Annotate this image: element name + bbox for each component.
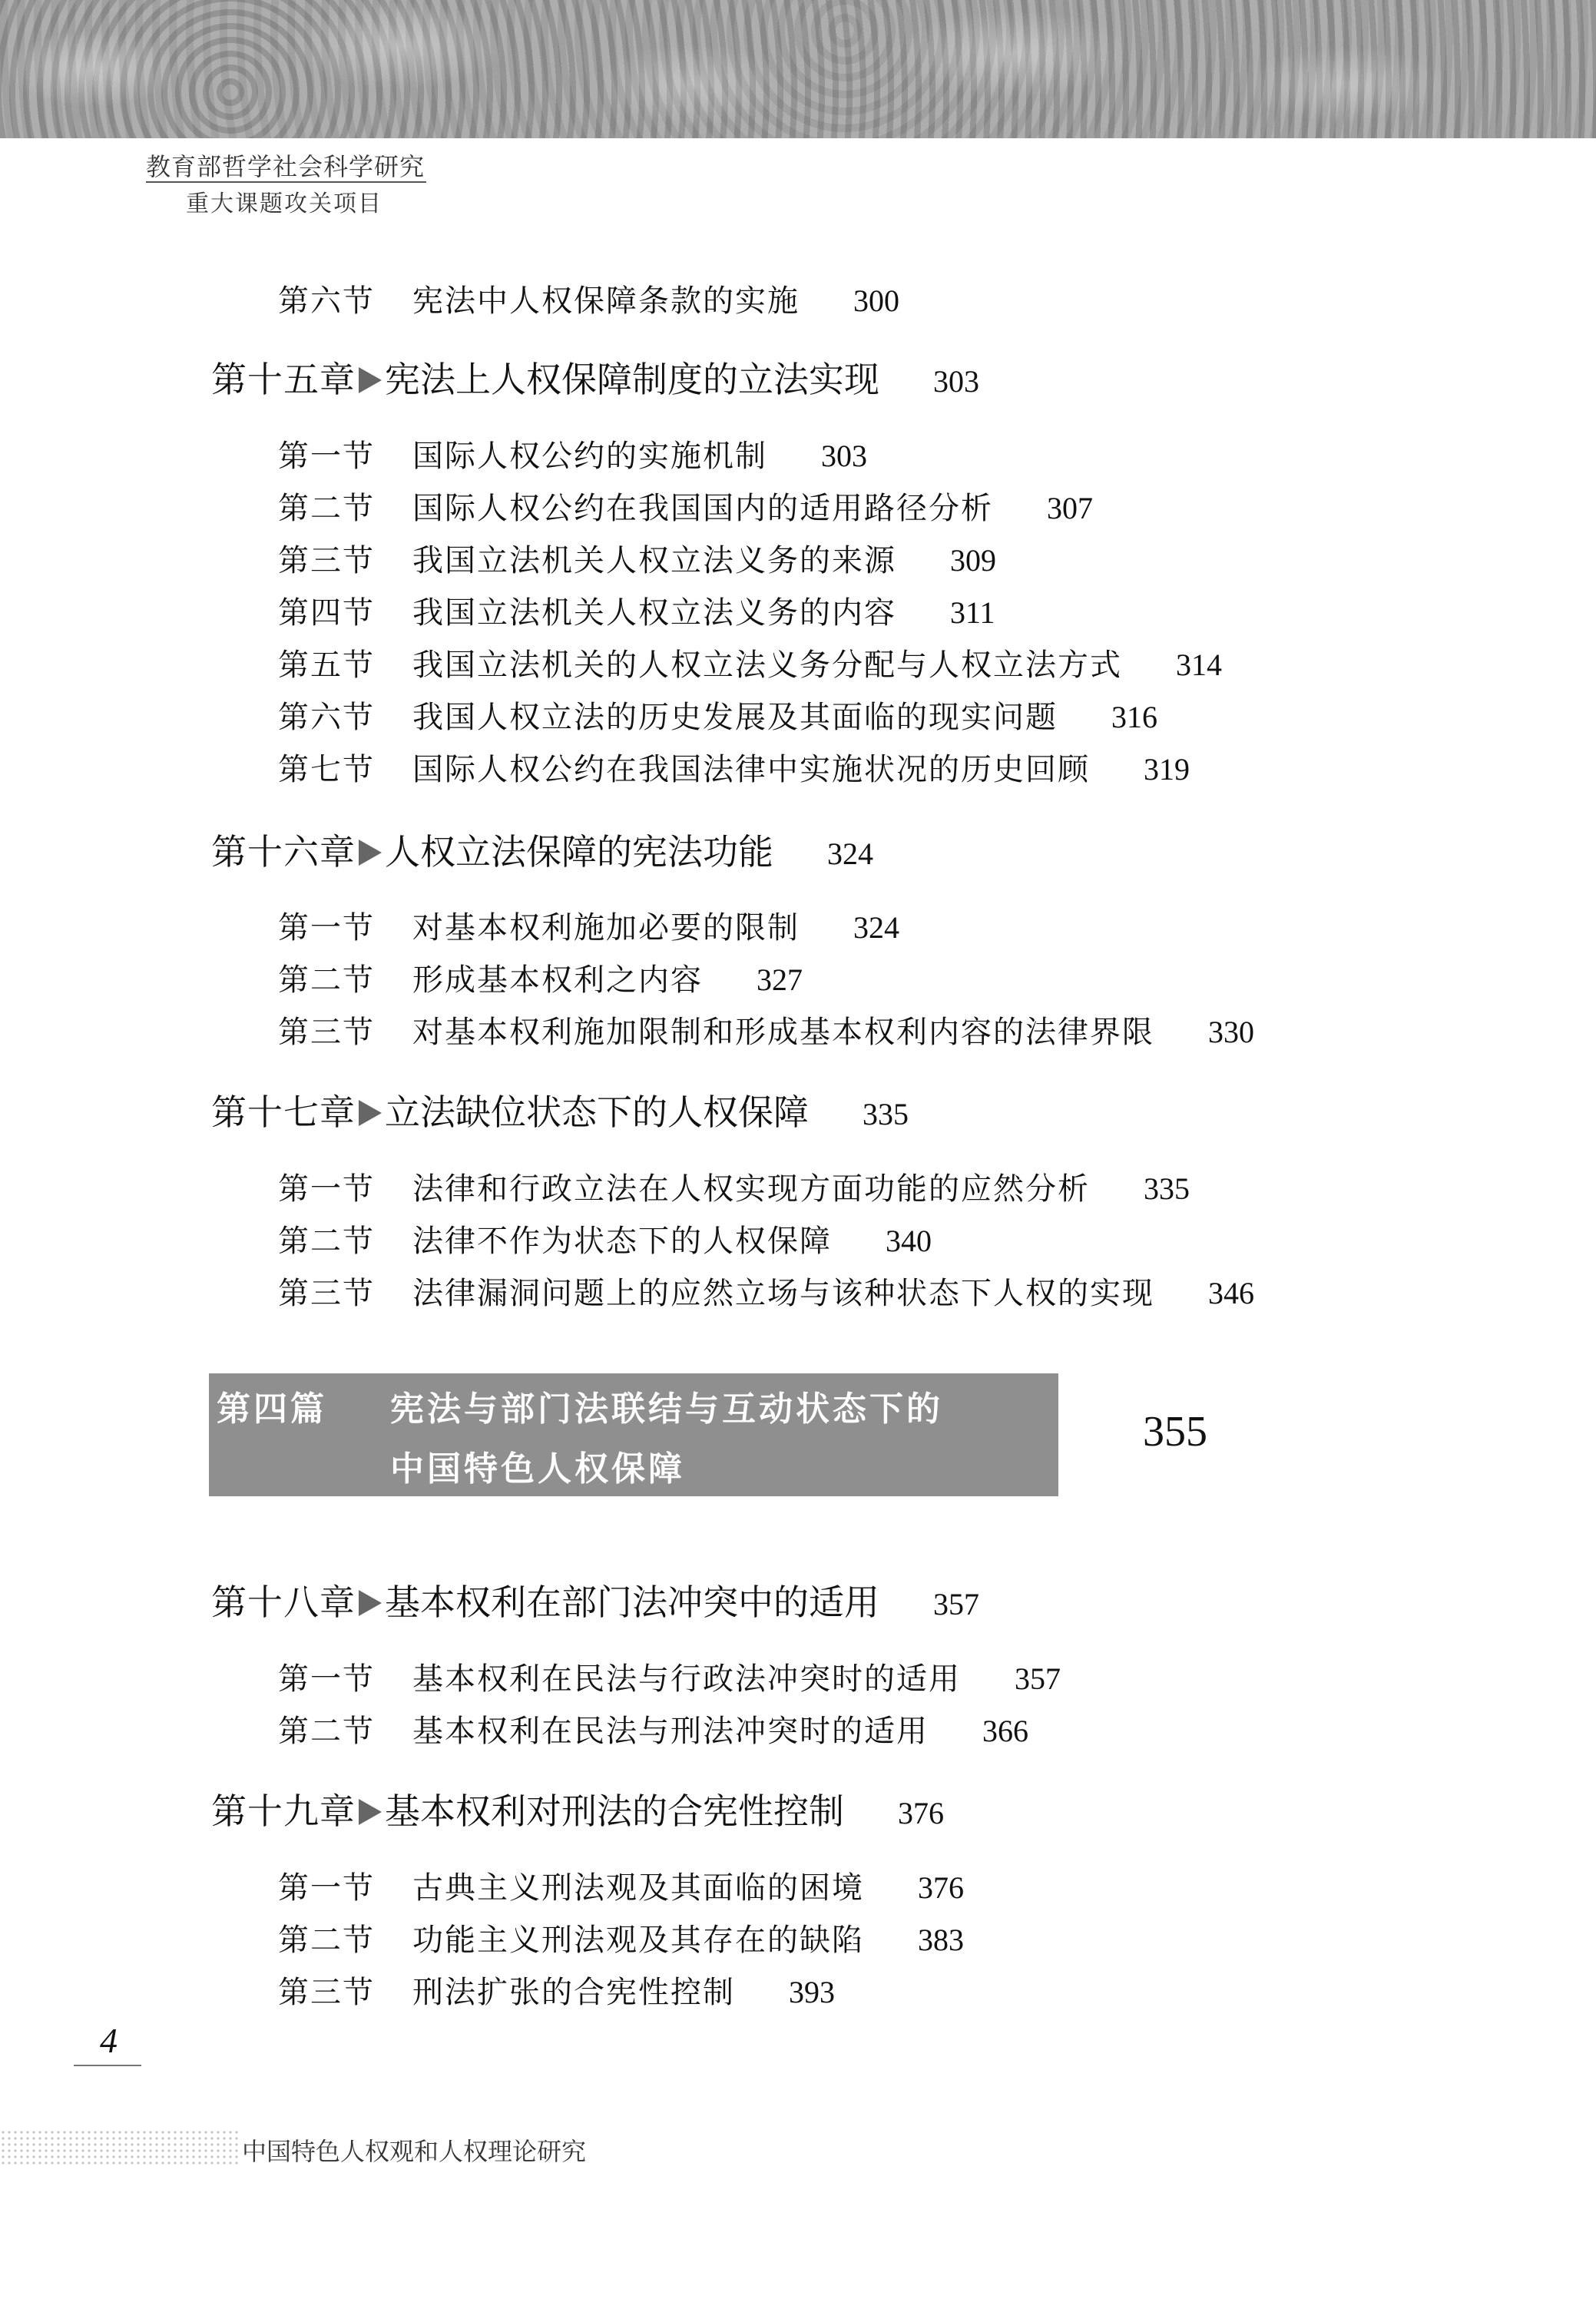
page-number: 4 [100, 2021, 118, 2060]
toc-section-entry[interactable] [278, 745, 1190, 789]
toc-chapter-19[interactable] [211, 1784, 944, 1834]
toc-section-entry[interactable] [278, 1707, 1028, 1751]
toc-section-entry[interactable] [278, 484, 1093, 528]
chapter-page: 357 [933, 1587, 979, 1621]
section-label: 第一节 [278, 1661, 375, 1697]
toc-section-entry[interactable] [278, 903, 899, 947]
chapter-label: 第十八章 [211, 1582, 356, 1623]
chapter-label: 第十九章 [211, 1790, 356, 1832]
section-title: 基本权利在民法与行政法冲突时的适用 [412, 1661, 961, 1697]
section-label: 第二节 [278, 1923, 375, 1958]
section-page: 303 [821, 439, 867, 473]
toc-chapter-15[interactable] [211, 352, 979, 402]
toc-section-entry[interactable] [278, 1164, 1190, 1208]
chapter-page: 303 [933, 364, 979, 399]
section-page: 327 [757, 962, 803, 997]
section-label: 第三节 [278, 1276, 375, 1311]
chapter-page: 376 [898, 1796, 944, 1830]
section-title: 国际人权公约的实施机制 [412, 439, 767, 474]
section-page: 309 [950, 543, 996, 578]
chapter-label: 第十五章 [211, 359, 356, 400]
part-label: 第四篇 [217, 1390, 327, 1429]
section-title: 功能主义刑法观及其存在的缺陷 [412, 1923, 864, 1958]
section-title: 法律漏洞问题上的应然立场与该种状态下人权的实现 [412, 1276, 1154, 1311]
section-page: 324 [853, 910, 899, 945]
decorative-dot-pattern [0, 2129, 238, 2168]
page-number-underline [74, 2065, 141, 2066]
section-page: 335 [1144, 1171, 1190, 1206]
section-page: 319 [1144, 752, 1190, 787]
header-divider [146, 181, 426, 183]
section-title: 我国人权立法的历史发展及其面临的现实问题 [412, 700, 1058, 735]
section-title: 形成基本权利之内容 [412, 962, 703, 998]
section-label: 第一节 [278, 439, 375, 474]
toc-section-entry[interactable] [278, 588, 995, 632]
section-label: 第二节 [278, 962, 375, 998]
section-label: 第二节 [278, 1714, 375, 1749]
chapter-page: 324 [827, 836, 873, 871]
triangle-arrow-icon [359, 1799, 382, 1825]
section-label: 第六节 [278, 283, 375, 319]
chapter-title: 宪法上人权保障制度的立法实现 [385, 359, 879, 400]
chapter-title: 基本权利在部门法冲突中的适用 [385, 1582, 879, 1623]
section-title: 对基本权利施加限制和形成基本权利内容的法律界限 [412, 1015, 1154, 1050]
section-page: 307 [1047, 491, 1093, 525]
toc-section-entry[interactable] [278, 1008, 1254, 1052]
chapter-label: 第十六章 [211, 831, 356, 873]
toc-section-entry[interactable] [278, 1269, 1254, 1313]
triangle-arrow-icon [359, 1100, 382, 1126]
toc-section-entry[interactable] [278, 956, 803, 999]
section-title: 我国立法机关的人权立法义务分配与人权立法方式 [412, 648, 1122, 683]
footer-book-title: 中国特色人权观和人权理论研究 [242, 2137, 587, 2166]
toc-section-entry[interactable] [278, 1655, 1061, 1698]
section-page: 314 [1176, 648, 1222, 682]
toc-section-entry[interactable] [278, 432, 867, 475]
section-title: 我国立法机关人权立法义务的来源 [412, 543, 896, 578]
triangle-arrow-icon [359, 367, 382, 393]
section-page: 330 [1208, 1015, 1254, 1049]
triangle-arrow-icon [359, 1590, 382, 1616]
chapter-title: 基本权利对刑法的合宪性控制 [385, 1790, 844, 1832]
toc-section-entry[interactable] [278, 693, 1157, 737]
section-page: 357 [1015, 1661, 1061, 1696]
chapter-page: 335 [863, 1097, 909, 1131]
section-page: 383 [918, 1923, 964, 1957]
section-page: 376 [918, 1870, 964, 1905]
part-title-line1: 宪法与部门法联结与互动状态下的 [390, 1390, 943, 1429]
toc-section-entry[interactable] [278, 536, 996, 580]
section-label: 第三节 [278, 1975, 375, 2010]
part-title-line2: 中国特色人权保障 [390, 1449, 685, 1489]
section-title: 国际人权公约在我国国内的适用路径分析 [412, 491, 993, 526]
chapter-title: 人权立法保障的宪法功能 [385, 831, 773, 873]
section-title: 宪法中人权保障条款的实施 [412, 283, 800, 319]
section-label: 第七节 [278, 752, 375, 787]
section-label: 第二节 [278, 1224, 375, 1259]
section-label: 第三节 [278, 543, 375, 578]
series-title: 教育部哲学社会科学研究 [146, 152, 425, 181]
decorative-cloud-banner [0, 0, 1596, 138]
section-label: 第四节 [278, 595, 375, 631]
section-page: 366 [982, 1714, 1028, 1748]
triangle-arrow-icon [359, 840, 382, 866]
chapter-title: 立法缺位状态下的人权保障 [385, 1091, 809, 1133]
toc-chapter-18[interactable] [211, 1575, 979, 1625]
section-label: 第一节 [278, 910, 375, 946]
section-page: 300 [853, 283, 899, 318]
section-label: 第六节 [278, 700, 375, 735]
section-title: 古典主义刑法观及其面临的困境 [412, 1870, 864, 1906]
chapter-label: 第十七章 [211, 1091, 356, 1133]
section-label: 第三节 [278, 1015, 375, 1050]
section-title: 对基本权利施加必要的限制 [412, 910, 800, 946]
section-page: 311 [950, 595, 995, 630]
section-label: 第五节 [278, 648, 375, 683]
series-subtitle: 重大课题攻关项目 [186, 190, 382, 217]
section-label: 第二节 [278, 491, 375, 526]
section-title: 国际人权公约在我国法律中实施状况的历史回顾 [412, 752, 1090, 787]
toc-chapter-16[interactable] [211, 824, 873, 875]
toc-section-entry[interactable] [278, 1968, 835, 2012]
section-label: 第一节 [278, 1870, 375, 1906]
section-page: 316 [1111, 700, 1157, 734]
toc-section-entry[interactable] [278, 641, 1222, 684]
toc-section-entry[interactable] [278, 1916, 964, 1959]
toc-section-entry[interactable] [278, 1217, 932, 1260]
part-heading-line1 [217, 1381, 943, 1430]
section-title: 我国立法机关人权立法义务的内容 [412, 595, 896, 631]
section-title: 刑法扩张的合宪性控制 [412, 1975, 735, 2010]
section-page: 393 [789, 1975, 835, 2009]
part-page: 355 [1143, 1408, 1207, 1456]
toc-chapter-17[interactable] [211, 1085, 909, 1135]
section-title: 法律和行政立法在人权实现方面功能的应然分析 [412, 1171, 1090, 1207]
section-page: 340 [886, 1224, 932, 1258]
section-label: 第一节 [278, 1171, 375, 1207]
toc-section-entry[interactable] [278, 1863, 964, 1907]
toc-section-entry[interactable] [278, 277, 899, 320]
section-page: 346 [1208, 1276, 1254, 1310]
section-title: 法律不作为状态下的人权保障 [412, 1224, 832, 1259]
section-title: 基本权利在民法与刑法冲突时的适用 [412, 1714, 929, 1749]
